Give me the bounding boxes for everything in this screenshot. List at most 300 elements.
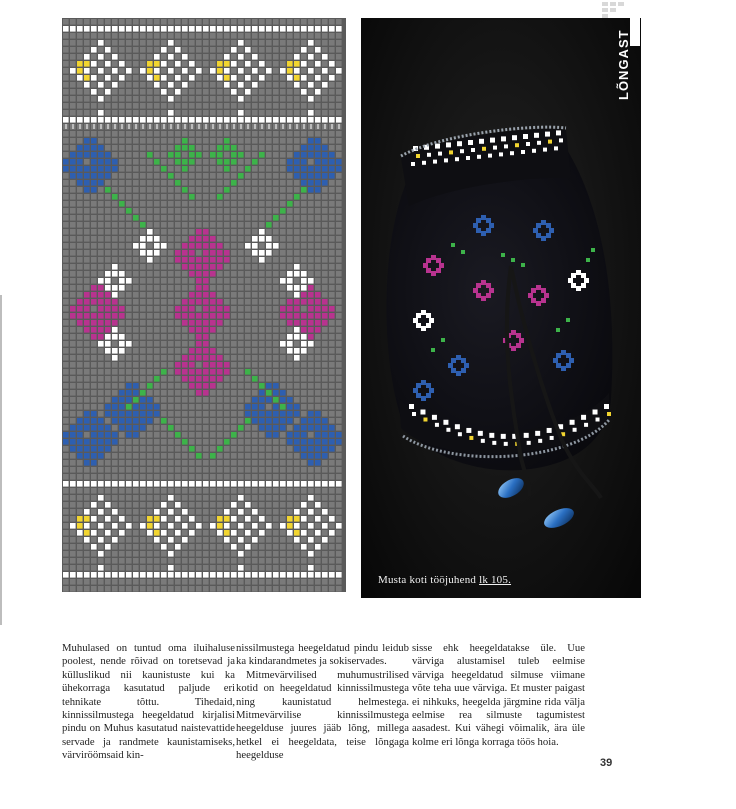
grid-cell xyxy=(203,68,209,74)
grid-cell xyxy=(301,54,307,60)
grid-cell xyxy=(217,390,223,396)
grid-cell xyxy=(196,432,202,438)
grid-cell xyxy=(259,285,265,291)
bag-stitch xyxy=(423,418,427,422)
grid-cell xyxy=(189,292,195,298)
grid-cell xyxy=(154,439,160,445)
grid-cell xyxy=(105,96,111,102)
grid-cell xyxy=(329,222,335,228)
grid-cell xyxy=(217,439,223,445)
grid-cell xyxy=(168,446,174,452)
grid-cell xyxy=(336,313,342,319)
bag-stitch xyxy=(596,418,600,422)
pattern-grid xyxy=(62,18,346,598)
caption-page-reference[interactable]: lk 105. xyxy=(479,574,512,586)
grid-cell xyxy=(119,481,125,487)
grid-cell xyxy=(259,61,265,67)
grid-cell xyxy=(63,40,69,46)
grid-cell xyxy=(98,481,104,487)
bag-stitch xyxy=(516,343,521,348)
grid-cell xyxy=(224,131,230,137)
grid-cell xyxy=(168,138,174,144)
grid-cell xyxy=(294,250,300,256)
grid-cell xyxy=(140,376,146,382)
grid-cell xyxy=(336,138,342,144)
grid-cell xyxy=(210,278,216,284)
grid-cell xyxy=(322,565,328,571)
grid-cell xyxy=(105,54,111,60)
grid-cell xyxy=(154,362,160,368)
grid-cell xyxy=(70,397,76,403)
grid-cell xyxy=(133,502,139,508)
grid-cell xyxy=(301,19,307,25)
bag-stitch xyxy=(461,368,466,373)
grid-cell xyxy=(91,19,97,25)
grid-cell xyxy=(84,558,90,564)
grid-cell xyxy=(147,180,153,186)
grid-cell xyxy=(84,152,90,158)
grid-cell xyxy=(252,201,258,207)
grid-cell xyxy=(140,26,146,32)
grid-cell xyxy=(329,537,335,543)
grid-cell xyxy=(189,40,195,46)
grid-cell xyxy=(217,341,223,347)
grid-cell xyxy=(301,523,307,529)
grid-cell xyxy=(70,159,76,165)
grid-cell xyxy=(140,54,146,60)
grid-cell xyxy=(77,96,83,102)
grid-cell xyxy=(238,250,244,256)
grid-cell xyxy=(112,19,118,25)
grid-cell xyxy=(238,187,244,193)
grid-cell xyxy=(98,334,104,340)
grid-cell xyxy=(147,509,153,515)
grid-cell xyxy=(329,68,335,74)
grid-cell xyxy=(301,355,307,361)
grid-cell xyxy=(294,397,300,403)
grid-cell xyxy=(294,579,300,585)
grid-cell xyxy=(259,89,265,95)
grid-cell xyxy=(231,285,237,291)
grid-cell xyxy=(259,145,265,151)
grid-cell xyxy=(105,194,111,200)
grid-cell xyxy=(210,327,216,333)
grid-cell xyxy=(301,586,307,592)
grid-cell xyxy=(259,75,265,81)
grid-cell xyxy=(280,537,286,543)
grid-cell xyxy=(280,19,286,25)
grid-cell xyxy=(112,264,118,270)
grid-cell xyxy=(126,82,132,88)
grid-cell xyxy=(98,257,104,263)
grid-cell xyxy=(133,341,139,347)
grid-cell xyxy=(336,474,342,480)
grid-cell xyxy=(91,572,97,578)
grid-cell xyxy=(238,208,244,214)
grid-cell xyxy=(168,572,174,578)
grid-cell xyxy=(154,110,160,116)
grid-cell xyxy=(308,481,314,487)
grid-cell xyxy=(112,61,118,67)
grid-cell xyxy=(245,390,251,396)
grid-cell xyxy=(273,355,279,361)
grid-cell xyxy=(126,75,132,81)
grid-cell xyxy=(224,40,230,46)
grid-cell xyxy=(126,383,132,389)
grid-cell xyxy=(161,411,167,417)
grid-cell xyxy=(203,292,209,298)
grid-cell xyxy=(231,551,237,557)
bag-stitch xyxy=(544,293,549,298)
grid-cell xyxy=(287,530,293,536)
grid-cell xyxy=(77,488,83,494)
grid-cell xyxy=(70,131,76,137)
grid-cell xyxy=(336,110,342,116)
grid-cell xyxy=(308,229,314,235)
grid-cell xyxy=(245,313,251,319)
grid-cell xyxy=(224,411,230,417)
grid-cell xyxy=(112,509,118,515)
grid-cell xyxy=(126,173,132,179)
grid-cell xyxy=(154,432,160,438)
grid-cell xyxy=(294,152,300,158)
grid-cell xyxy=(189,327,195,333)
grid-cell xyxy=(182,187,188,193)
bag-stitch xyxy=(543,148,547,152)
grid-cell xyxy=(84,355,90,361)
grid-cell xyxy=(308,432,314,438)
grid-cell xyxy=(84,117,90,123)
bag-stitch xyxy=(533,228,538,233)
grid-cell xyxy=(287,418,293,424)
grid-cell xyxy=(245,236,251,242)
grid-cell xyxy=(224,138,230,144)
grid-cell xyxy=(287,89,293,95)
grid-cell xyxy=(315,68,321,74)
grid-cell xyxy=(105,530,111,536)
grid-cell xyxy=(329,243,335,249)
grid-cell xyxy=(217,355,223,361)
grid-cell xyxy=(273,19,279,25)
grid-cell xyxy=(140,572,146,578)
grid-cell xyxy=(119,110,125,116)
grid-cell xyxy=(168,89,174,95)
grid-cell xyxy=(231,460,237,466)
grid-cell xyxy=(105,138,111,144)
grid-cell xyxy=(308,327,314,333)
grid-cell xyxy=(315,173,321,179)
grid-cell xyxy=(189,208,195,214)
grid-cell xyxy=(63,299,69,305)
grid-cell xyxy=(266,586,272,592)
grid-cell xyxy=(140,369,146,375)
grid-cell xyxy=(336,257,342,263)
grid-cell xyxy=(140,495,146,501)
paragraph: nissilmustega heegeldatud pindu leidub ka kindarandmetes ja sokiservades. xyxy=(236,642,409,668)
grid-cell xyxy=(182,362,188,368)
grid-cell xyxy=(301,446,307,452)
grid-cell xyxy=(196,138,202,144)
grid-cell xyxy=(287,537,293,543)
grid-cell xyxy=(154,348,160,354)
grid-cell xyxy=(91,509,97,515)
grid-cell xyxy=(140,222,146,228)
grid-cell xyxy=(84,565,90,571)
grid-cell xyxy=(154,313,160,319)
grid-cell xyxy=(280,572,286,578)
grid-cell xyxy=(280,355,286,361)
grid-cell xyxy=(259,488,265,494)
grid-cell xyxy=(203,201,209,207)
grid-cell xyxy=(329,292,335,298)
grid-cell xyxy=(91,236,97,242)
grid-cell xyxy=(287,544,293,550)
grid-cell xyxy=(322,103,328,109)
grid-cell xyxy=(112,327,118,333)
grid-cell xyxy=(322,19,328,25)
grid-cell xyxy=(63,229,69,235)
grid-cell xyxy=(91,187,97,193)
grid-cell xyxy=(126,236,132,242)
grid-cell xyxy=(308,446,314,452)
grid-cell xyxy=(182,523,188,529)
grid-cell xyxy=(294,96,300,102)
bag-stitch xyxy=(593,410,598,415)
grid-cell xyxy=(91,313,97,319)
grid-cell xyxy=(112,502,118,508)
grid-cell xyxy=(231,383,237,389)
bag-stitch xyxy=(499,152,503,156)
grid-cell xyxy=(112,152,118,158)
grid-cell xyxy=(231,306,237,312)
grid-cell xyxy=(63,166,69,172)
grid-cell xyxy=(273,131,279,137)
grid-cell xyxy=(63,425,69,431)
grid-cell xyxy=(154,404,160,410)
grid-cell xyxy=(259,229,265,235)
grid-cell xyxy=(98,453,104,459)
grid-cell xyxy=(140,579,146,585)
bag-stitch xyxy=(527,441,531,445)
bag-stitch xyxy=(420,410,425,415)
grid-cell xyxy=(329,558,335,564)
grid-cell xyxy=(308,495,314,501)
grid-cell xyxy=(308,264,314,270)
grid-cell xyxy=(301,474,307,480)
grid-cell xyxy=(140,565,146,571)
grid-cell xyxy=(280,173,286,179)
grid-cell xyxy=(175,369,181,375)
grid-cell xyxy=(98,138,104,144)
grid-cell xyxy=(147,159,153,165)
grid-cell xyxy=(126,509,132,515)
grid-cell xyxy=(231,474,237,480)
grid-cell xyxy=(224,348,230,354)
grid-cell xyxy=(112,306,118,312)
bag-stitch xyxy=(431,255,436,260)
grid-cell xyxy=(84,89,90,95)
grid-cell xyxy=(133,208,139,214)
grid-cell xyxy=(280,306,286,312)
grid-cell xyxy=(161,26,167,32)
grid-cell xyxy=(98,425,104,431)
grid-cell xyxy=(203,138,209,144)
grid-cell xyxy=(140,355,146,361)
grid-cell xyxy=(238,530,244,536)
grid-cell xyxy=(84,19,90,25)
grid-cell xyxy=(140,425,146,431)
grid-cell xyxy=(168,257,174,263)
section-label: LÕNGAST xyxy=(616,29,631,100)
grid-cell xyxy=(322,572,328,578)
grid-cell xyxy=(63,572,69,578)
grid-cell xyxy=(147,145,153,151)
grid-cell xyxy=(154,278,160,284)
grid-cell xyxy=(112,446,118,452)
grid-cell xyxy=(175,516,181,522)
grid-cell xyxy=(203,82,209,88)
grid-cell xyxy=(294,481,300,487)
grid-cell xyxy=(119,523,125,529)
grid-cell xyxy=(70,117,76,123)
grid-cell xyxy=(273,194,279,200)
grid-cell xyxy=(217,61,223,67)
grid-cell xyxy=(336,453,342,459)
grid-cell xyxy=(189,201,195,207)
grid-cell xyxy=(315,75,321,81)
grid-cell xyxy=(266,75,272,81)
text-column-3 xyxy=(412,642,585,749)
grid-cell xyxy=(217,138,223,144)
bag-stitch xyxy=(584,423,588,427)
grid-cell xyxy=(273,376,279,382)
grid-cell xyxy=(203,446,209,452)
grid-cell xyxy=(322,334,328,340)
grid-cell xyxy=(266,439,272,445)
grid-cell xyxy=(133,313,139,319)
grid-cell xyxy=(231,173,237,179)
grid-cell xyxy=(196,348,202,354)
grid-cell xyxy=(245,551,251,557)
grid-cell xyxy=(259,362,265,368)
grid-cell xyxy=(168,222,174,228)
grid-cell xyxy=(301,194,307,200)
grid-cell xyxy=(259,54,265,60)
grid-cell xyxy=(259,313,265,319)
grid-cell xyxy=(63,117,69,123)
grid-cell xyxy=(182,460,188,466)
grid-cell xyxy=(196,376,202,382)
grid-cell xyxy=(231,390,237,396)
grid-cell xyxy=(329,439,335,445)
grid-cell xyxy=(280,453,286,459)
grid-cell xyxy=(273,383,279,389)
grid-cell xyxy=(308,334,314,340)
grid-cell xyxy=(252,446,258,452)
grid-cell xyxy=(315,474,321,480)
grid-cell xyxy=(301,47,307,53)
grid-cell xyxy=(280,180,286,186)
grid-cell xyxy=(259,264,265,270)
grid-cell xyxy=(126,334,132,340)
grid-cell xyxy=(168,201,174,207)
grid-cell xyxy=(231,292,237,298)
grid-cell xyxy=(182,432,188,438)
grid-cell xyxy=(133,551,139,557)
grid-cell xyxy=(196,292,202,298)
grid-cell xyxy=(238,159,244,165)
grid-cell xyxy=(287,474,293,480)
grid-cell xyxy=(196,89,202,95)
grid-cell xyxy=(119,159,125,165)
grid-cell xyxy=(224,292,230,298)
grid-cell xyxy=(63,341,69,347)
grid-cell xyxy=(238,341,244,347)
grid-cell xyxy=(217,488,223,494)
grid-cell xyxy=(63,236,69,242)
grid-cell xyxy=(329,159,335,165)
bag-stitch xyxy=(426,393,431,398)
grid-cell xyxy=(70,474,76,480)
grid-cell xyxy=(105,320,111,326)
grid-cell xyxy=(322,425,328,431)
grid-cell xyxy=(259,411,265,417)
grid-cell xyxy=(266,264,272,270)
grid-cell xyxy=(112,187,118,193)
grid-cell xyxy=(329,250,335,256)
grid-cell xyxy=(133,68,139,74)
grid-cell xyxy=(203,341,209,347)
grid-cell xyxy=(84,432,90,438)
grid-cell xyxy=(154,82,160,88)
grid-cell xyxy=(147,264,153,270)
grid-cell xyxy=(196,558,202,564)
bag-stitch xyxy=(476,228,481,233)
grid-cell xyxy=(161,222,167,228)
grid-cell xyxy=(245,481,251,487)
grid-cell xyxy=(105,509,111,515)
grid-cell xyxy=(126,516,132,522)
grid-cell xyxy=(105,61,111,67)
grid-cell xyxy=(224,264,230,270)
grid-cell xyxy=(224,47,230,53)
grid-cell xyxy=(315,397,321,403)
grid-cell xyxy=(315,446,321,452)
grid-cell xyxy=(217,152,223,158)
grid-cell xyxy=(77,404,83,410)
grid-cell xyxy=(203,285,209,291)
grid-cell xyxy=(315,26,321,32)
grid-cell xyxy=(294,271,300,277)
grid-cell xyxy=(308,201,314,207)
grid-cell xyxy=(287,19,293,25)
grid-cell xyxy=(91,271,97,277)
grid-cell xyxy=(238,565,244,571)
grid-cell xyxy=(147,579,153,585)
grid-cell xyxy=(105,397,111,403)
grid-cell xyxy=(98,180,104,186)
bag-stitch xyxy=(537,141,541,145)
grid-cell xyxy=(112,96,118,102)
grid-cell xyxy=(329,327,335,333)
grid-cell xyxy=(168,229,174,235)
grid-cell xyxy=(238,488,244,494)
grid-cell xyxy=(168,236,174,242)
grid-cell xyxy=(315,110,321,116)
grid-cell xyxy=(308,257,314,263)
grid-cell xyxy=(210,26,216,32)
grid-cell xyxy=(77,89,83,95)
